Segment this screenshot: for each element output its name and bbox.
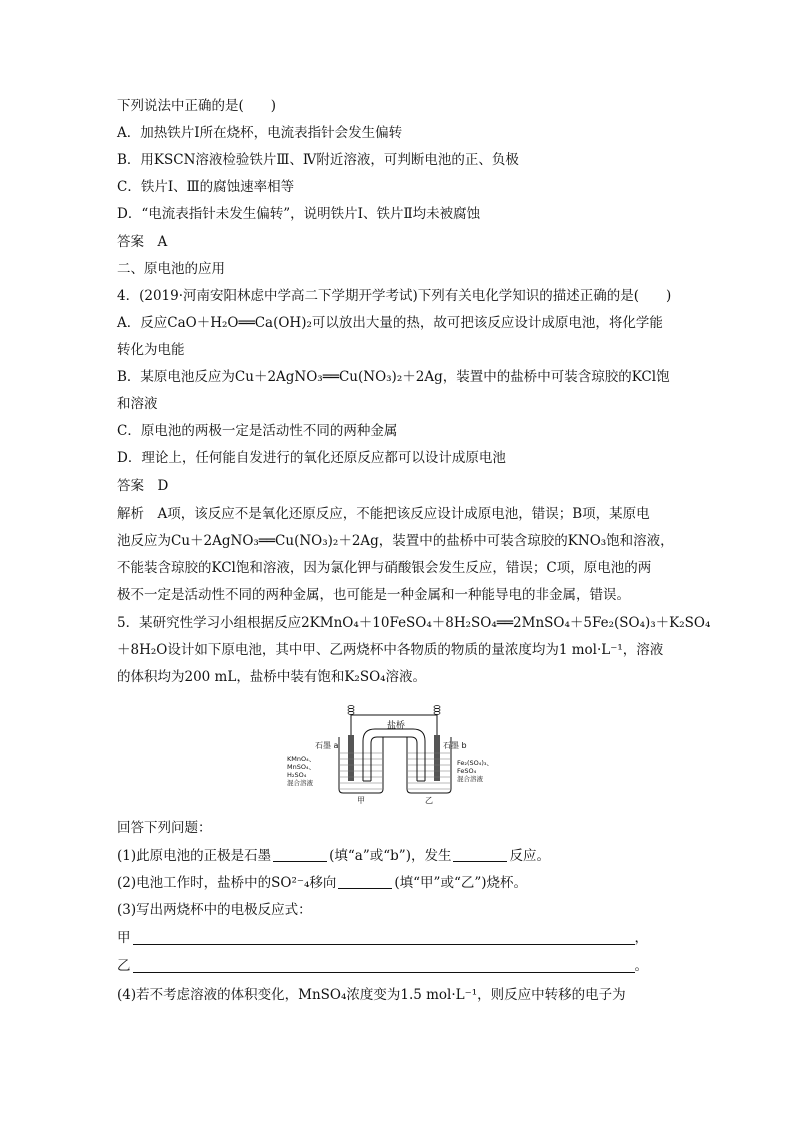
electrode-b-label: 石墨 b (443, 741, 467, 750)
question-4-analysis-3: 不能装含琼胶的KCl饱和溶液，因为氯化钾与硝酸银会发生反应，错误；C项，原电池的两 (117, 560, 652, 576)
question-3-stem: 下列说法中正确的是( ) (117, 98, 277, 114)
galvanic-cell-diagram (283, 701, 513, 805)
question-4-analysis-4: 极不一定是活动性不同的两种金属，也可能是一种金属和一种能导电的非金属，错误。 (117, 587, 630, 603)
answer-blank-3[interactable] (338, 874, 392, 889)
question-5-part-3-yi: 乙 。 (117, 958, 648, 974)
question-3-option-c: C．铁片Ⅰ、Ⅲ的腐蚀速率相等 (117, 179, 295, 195)
left-coil (348, 706, 354, 715)
question-4-option-d: D．理论上，任何能自发进行的氧化还原反应都可以设计成原电池 (117, 450, 506, 466)
question-5-part-2: (2)电池工作时，盐桥中的SO²⁻₄移向 (填“甲”或“乙”)烧杯。 (117, 875, 528, 891)
question-4-option-a-cont: 转化为电能 (117, 342, 185, 358)
right-coil (434, 706, 440, 715)
answer-blank-2[interactable] (453, 847, 507, 862)
electrode-a-label: 石墨 a (315, 741, 339, 750)
question-5-part-1: (1)此原电池的正极是石墨 (填“a”或“b”)，发生 反应。 (117, 848, 550, 864)
graphite-electrode-a (348, 735, 354, 781)
right-wire (415, 715, 437, 735)
question-5-stem-2: ＋8H₂O设计如下原电池，其中甲、乙两烧杯中各物质的物质的量浓度均为1 mol·L⁻¹，溶液 (117, 642, 664, 658)
right-solution-line-1: Fe₂(SO₄)₃、 (457, 759, 494, 767)
right-solution-line-3: 混合溶液 (457, 775, 483, 783)
question-5-stem-1: 5．某研究性学习小组根据反应2KMnO₄＋10FeSO₄＋8H₂SO₄══2MnSO₄＋5Fe₂(SO₄)₃＋K₂SO₄ (117, 615, 711, 631)
answer-blank-jia[interactable] (133, 930, 635, 945)
left-solution-line-4: 混合溶液 (287, 779, 313, 787)
left-solution-line-1: KMnO₄、 (287, 755, 316, 763)
question-3-answer: 答案 A (117, 234, 168, 250)
question-5-prompt: 回答下列问题： (117, 820, 212, 836)
question-5-part-3-jia: 甲 ， (117, 930, 648, 946)
question-4-option-b-cont: 和溶液 (117, 396, 158, 412)
section-heading: 二、原电池的应用 (117, 261, 225, 277)
question-4-analysis-1: 解析 A项，该反应不是氧化还原反应，不能把该反应设计成原电池，错误；B项，某原电 (117, 506, 650, 522)
left-solution-line-3: H₂SO₄ (287, 771, 307, 779)
salt-bridge-label: 盐桥 (387, 721, 406, 731)
question-4-stem: 4．(2019·河南安阳林虑中学高二下学期开学考试)下列有关电化学知识的描述正确的是( ) (117, 288, 672, 304)
question-5-part-4: (4)若不考虑溶液的体积变化，MnSO₄浓度变为1.5 mol·L⁻¹，则反应中转移的电子为 (117, 987, 626, 1003)
beaker-yi-label: 乙 (425, 796, 433, 805)
answer-blank-yi[interactable] (133, 958, 635, 973)
question-5-stem-3: 的体积均为200 mL，盐桥中装有饱和K₂SO₄溶液。 (117, 669, 427, 685)
question-4-option-a: A．反应CaO＋H₂O══Ca(OH)₂可以放出大量的热，故可把该反应设计成原电池，将化学能 (117, 315, 663, 331)
left-wire (351, 715, 373, 735)
question-3-option-b: B．用KSCN溶液检验铁片Ⅲ、Ⅳ附近溶液，可判断电池的正、负极 (117, 152, 519, 168)
question-5-part-3: (3)写出两烧杯中的电极反应式： (117, 902, 312, 918)
solution-yi (408, 753, 450, 789)
answer-blank-1[interactable] (273, 847, 327, 862)
graphite-electrode-b (434, 735, 440, 781)
question-3-option-d: D．“电流表指针未发生偏转”，说明铁片Ⅰ、铁片Ⅱ均未被腐蚀 (117, 206, 481, 222)
question-3-option-a: A．加热铁片Ⅰ所在烧杯，电流表指针会发生偏转 (117, 125, 403, 141)
question-4-option-c: C．原电池的两极一定是活动性不同的两种金属 (117, 423, 398, 439)
question-4-option-b: B．某原电池反应为Cu＋2AgNO₃══Cu(NO₃)₂＋2Ag，装置中的盐桥中可装含琼胶的KCl饱 (117, 369, 670, 385)
question-4-analysis-2: 池反应为Cu＋2AgNO₃══Cu(NO₃)₂＋2Ag，装置中的盐桥中可装含琼胶的KNO₃饱和溶液， (117, 533, 674, 549)
solution-jia (340, 753, 382, 789)
right-solution-line-2: FeSO₄ (457, 767, 477, 775)
beaker-jia-label: 甲 (357, 796, 365, 805)
question-4-answer: 答案 D (117, 478, 169, 494)
left-solution-line-2: MnSO₄、 (287, 763, 316, 771)
